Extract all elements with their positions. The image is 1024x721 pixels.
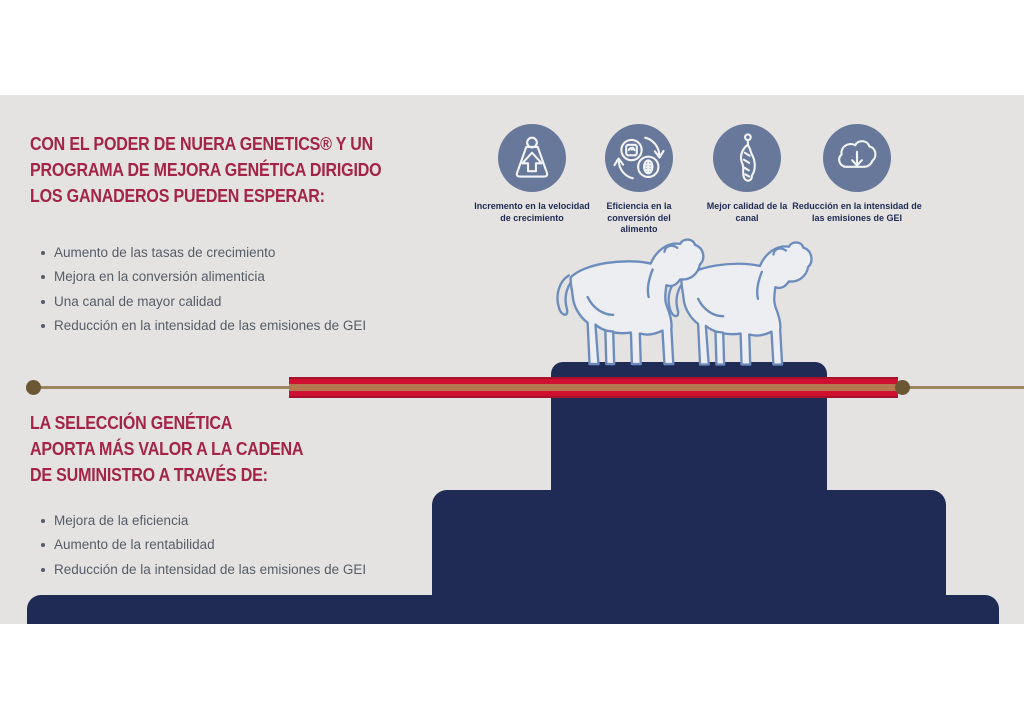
list-item: Reducción en la intensidad de las emisiones de GEI: [36, 314, 366, 338]
benefit-caption: Incremento en la velocidad de crecimiento: [474, 201, 590, 223]
benefit-carcass-quality: [694, 124, 800, 224]
timeline-left-line: [33, 386, 289, 389]
list-item: Mejora en la conversión alimenticia: [36, 265, 366, 289]
feed-conversion-cycle-icon: [605, 124, 673, 192]
benefits-list-supply-chain: [36, 509, 366, 582]
cattle-illustration: [543, 236, 845, 370]
list-item: Una canal de mayor calidad: [36, 290, 366, 314]
list-item: Aumento de las tasas de crecimiento: [36, 241, 366, 265]
heading-bottom-line: LA SELECCIÓN GENÉTICA: [30, 413, 233, 433]
benefit-caption: Mejor calidad de la canal: [706, 201, 788, 223]
timeline-red-bar: [289, 377, 898, 398]
heading-bottom: [30, 410, 303, 488]
heading-top-line: PROGRAMA DE MEJORA GENÉTICA DIRIGIDO: [30, 160, 382, 180]
hanging-carcass-icon: [713, 124, 781, 192]
weight-up-arrow-icon: [498, 124, 566, 192]
timeline-left-dot: [26, 380, 41, 395]
heading-top: [30, 131, 381, 209]
heading-top-line: LOS GANADEROS PUEDEN ESPERAR:: [30, 186, 325, 206]
benefit-feed-efficiency: [594, 124, 684, 236]
podium-step-middle: [432, 490, 946, 596]
timeline-right-line: [908, 386, 1024, 389]
timeline-right-dot: [895, 380, 910, 395]
heading-top-line: CON EL PODER DE NUERA GENETICS® Y UN: [30, 134, 374, 154]
podium-step-bottom: [27, 595, 999, 624]
benefit-growth-rate: [470, 124, 594, 224]
benefit-ghg-reduction: [786, 124, 928, 224]
benefit-caption: Reducción en la intensidad de las emisiones de GEI: [792, 201, 922, 223]
list-item: Reducción de la intensidad de las emisiones de GEI: [36, 558, 366, 582]
cloud-down-arrow-icon: [823, 124, 891, 192]
list-item: Aumento de la rentabilidad: [36, 533, 366, 557]
heading-bottom-line: APORTA MÁS VALOR A LA CADENA: [30, 439, 304, 459]
heading-bottom-line: DE SUMINISTRO A TRAVÉS DE:: [30, 465, 268, 485]
benefit-caption: Eficiencia en la conversión del alimento: [606, 201, 672, 234]
benefits-list-farmers: [36, 241, 366, 339]
list-item: Mejora de la eficiencia: [36, 509, 366, 533]
